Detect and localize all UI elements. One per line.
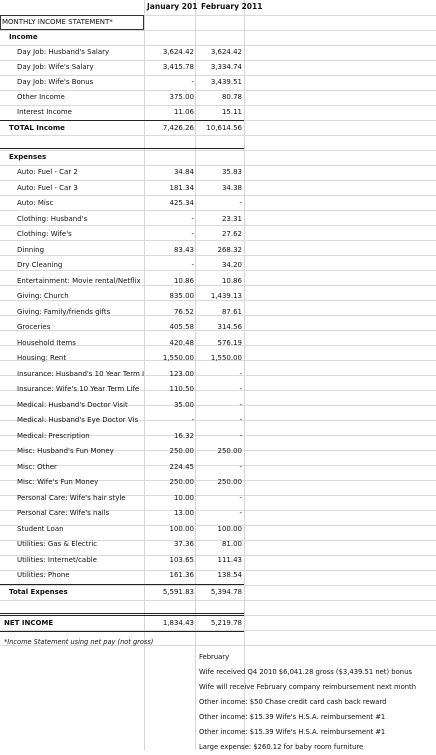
expenses-total-row xyxy=(0,585,436,600)
expense-item-jan[interactable]: 1,550.00 xyxy=(162,354,194,362)
expense-item-row xyxy=(0,568,436,583)
income-item-row xyxy=(0,60,436,75)
expense-item-label[interactable]: Entertainment: Movie rental/Netflix xyxy=(17,276,141,285)
expense-item-label[interactable]: Dry Cleaning xyxy=(17,261,63,269)
expense-item-jan[interactable]: 83.43 xyxy=(173,245,194,254)
expenses-top-rule xyxy=(0,148,244,149)
expense-item-jan[interactable]: 16.32 xyxy=(173,431,194,440)
expense-item-row xyxy=(0,398,436,413)
expense-item-label[interactable]: Personal Care: Wife's hair style xyxy=(17,493,126,502)
notes-heading[interactable]: February xyxy=(199,653,230,661)
expenses-heading-row xyxy=(0,150,436,165)
expense-item-row xyxy=(0,165,436,180)
expense-item-jan[interactable]: 250.00 xyxy=(169,478,194,486)
expense-item-jan[interactable]: 181.34 xyxy=(169,183,194,192)
income-item-label[interactable]: Day Job: Wife's Salary xyxy=(17,63,94,71)
expense-item-label[interactable]: Auto: Fuel - Car 2 xyxy=(17,168,78,176)
net-income-feb[interactable]: 5,219.78 xyxy=(210,619,242,627)
expense-item-row xyxy=(0,382,436,397)
net-income-bottom-rule xyxy=(0,631,244,632)
total-expenses-feb[interactable]: 5,394.78 xyxy=(210,588,242,596)
expense-item-feb[interactable]: - xyxy=(239,369,242,378)
expense-item-row xyxy=(0,289,436,304)
income-item-label[interactable]: Day Job: Wife's Bonus xyxy=(17,78,94,86)
income-item-label[interactable]: Interest Income xyxy=(17,108,72,116)
income-item-feb[interactable]: 3,624.42 xyxy=(210,48,242,56)
expense-item-feb[interactable]: 250.00 xyxy=(217,478,242,486)
net-income-top-rule xyxy=(0,613,244,614)
expense-item-feb[interactable]: - xyxy=(239,400,242,409)
income-item-row xyxy=(0,45,436,60)
income-item-row xyxy=(0,75,436,90)
expense-item-row xyxy=(0,336,436,351)
expense-item-label[interactable]: Giving: Church xyxy=(17,292,69,300)
expense-item-feb[interactable]: 576.19 xyxy=(217,338,242,347)
expense-item-label[interactable]: Household Items xyxy=(17,338,76,347)
expense-item-feb[interactable]: - xyxy=(239,199,242,207)
expense-item-jan[interactable]: - xyxy=(191,230,194,238)
expense-item-feb[interactable]: 10.86 xyxy=(221,276,242,285)
expense-item-row xyxy=(0,553,436,568)
expense-item-jan[interactable]: 37.36 xyxy=(173,540,194,548)
expense-item-feb[interactable]: 268.32 xyxy=(217,245,242,254)
expense-item-feb[interactable]: 1,439.13 xyxy=(210,292,242,300)
total-expenses-label[interactable]: Total Expenses xyxy=(9,588,68,596)
expense-item-feb[interactable]: 100.00 xyxy=(217,524,242,533)
expense-item-label[interactable]: Auto: Misc xyxy=(17,199,54,207)
expense-item-feb[interactable]: - xyxy=(239,493,242,502)
expense-item-row xyxy=(0,212,436,227)
expense-item-label[interactable]: Medical: Prescription xyxy=(17,431,90,440)
income-item-label[interactable]: Day Job: Husband's Salary xyxy=(17,48,110,56)
expense-item-jan[interactable]: 420.48 xyxy=(169,338,194,347)
total-income-label[interactable]: TOTAL Income xyxy=(9,124,65,132)
expense-item-jan[interactable]: 10.00 xyxy=(173,493,194,502)
expense-item-jan[interactable]: 250.00 xyxy=(169,447,194,455)
income-item-jan[interactable]: 11.06 xyxy=(173,108,194,116)
expense-item-feb[interactable]: - xyxy=(239,416,242,424)
expense-item-jan[interactable]: 100.00 xyxy=(169,524,194,533)
expense-item-feb[interactable]: 1,550.00 xyxy=(210,354,242,362)
expense-item-jan[interactable]: 161.36 xyxy=(169,571,194,579)
expense-item-label[interactable]: Auto: Fuel - Car 3 xyxy=(17,183,78,192)
income-item-jan[interactable]: 3,415.78 xyxy=(162,63,194,71)
expense-item-jan[interactable]: 13.00 xyxy=(173,509,194,517)
expense-item-label[interactable]: Medical: Husband's Doctor Visit xyxy=(17,400,128,409)
expense-item-label[interactable]: Misc: Wife's Fun Money xyxy=(17,478,99,486)
expense-item-jan[interactable]: 34.84 xyxy=(173,168,194,176)
income-item-feb[interactable]: 3,439.51 xyxy=(210,78,242,86)
expense-item-feb[interactable]: - xyxy=(239,462,242,471)
expense-item-jan[interactable]: 224.45 xyxy=(169,462,194,471)
column-header-january[interactable]: January 201 xyxy=(147,2,198,11)
total-expenses-jan[interactable]: 5,591.83 xyxy=(162,588,194,596)
income-heading-row xyxy=(0,30,436,45)
income-total-row xyxy=(0,121,436,136)
expense-item-jan[interactable]: 405.58 xyxy=(169,323,194,331)
income-item-row xyxy=(0,105,436,120)
expense-item-label[interactable]: Medical: Husband's Eye Doctor Vis xyxy=(17,416,139,424)
note-line[interactable]: Wife received Q4 2010 $6,041.28 gross ($3,439.51 net) bonus xyxy=(199,668,412,676)
expense-item-row xyxy=(0,305,436,320)
expense-item-row xyxy=(0,506,436,521)
expense-item-jan[interactable]: 35.00 xyxy=(173,400,194,409)
expense-item-row xyxy=(0,196,436,211)
income-item-row xyxy=(0,90,436,105)
income-item-jan[interactable]: 3,624.42 xyxy=(162,48,194,56)
expense-item-label[interactable]: Personal Care: Wife's nails xyxy=(17,509,110,517)
expense-item-jan[interactable]: - xyxy=(191,416,194,424)
expense-item-row xyxy=(0,522,436,537)
expenses-heading[interactable]: Expenses xyxy=(9,153,47,161)
expense-item-label[interactable]: Giving: Family/friends gifts xyxy=(17,307,111,316)
net-income-jan[interactable]: 1,834.43 xyxy=(162,619,194,627)
expense-item-jan[interactable]: - xyxy=(191,261,194,269)
expense-item-feb[interactable]: 23.31 xyxy=(221,214,242,223)
expense-item-row xyxy=(0,367,436,382)
column-header-february[interactable]: February 2011 xyxy=(201,2,263,11)
expense-item-label[interactable]: Utilities: Phone xyxy=(17,571,70,579)
note-line[interactable]: Other income: $50 Chase credit card cash back reward xyxy=(199,698,387,706)
expense-item-jan[interactable]: 425.34 xyxy=(169,199,194,207)
income-item-feb[interactable]: 15.11 xyxy=(221,108,242,116)
expense-item-label[interactable]: Misc: Husband's Fun Money xyxy=(17,447,114,455)
expense-item-feb[interactable]: - xyxy=(239,431,242,440)
expense-item-row xyxy=(0,460,436,475)
expense-item-label[interactable]: Groceries xyxy=(17,323,51,331)
expense-item-row xyxy=(0,274,436,289)
expense-item-feb[interactable]: 138.54 xyxy=(217,571,242,579)
expense-item-feb[interactable]: 35.83 xyxy=(221,168,242,176)
expense-item-feb[interactable]: 250.00 xyxy=(217,447,242,455)
expense-item-jan[interactable]: 110.50 xyxy=(169,385,194,393)
expense-item-row xyxy=(0,351,436,366)
total-income-jan[interactable]: 7,426.26 xyxy=(162,124,194,132)
expense-item-feb[interactable]: - xyxy=(239,385,242,393)
expense-item-row xyxy=(0,413,436,428)
net-income-label[interactable]: NET INCOME xyxy=(4,619,54,627)
note-line[interactable]: Wife will receive February company reimbursement next month xyxy=(199,683,417,691)
expense-item-jan[interactable]: - xyxy=(191,214,194,223)
expense-item-label[interactable]: Misc: Other xyxy=(17,462,57,471)
income-item-label[interactable]: Other Income xyxy=(17,93,65,101)
income-item-feb[interactable]: 80.78 xyxy=(221,93,242,101)
expense-item-feb[interactable]: 27.62 xyxy=(221,230,242,238)
expense-item-row xyxy=(0,243,436,258)
expense-item-row xyxy=(0,475,436,490)
expense-item-label[interactable]: Utilities: Gas & Electric xyxy=(17,540,98,548)
expense-item-row xyxy=(0,537,436,552)
sheet-title[interactable]: MONTHLY INCOME STATEMENT* xyxy=(2,18,113,26)
income-item-jan[interactable]: 375.00 xyxy=(169,93,194,101)
net-income-row xyxy=(0,616,436,631)
expense-item-label[interactable]: Housing: Rent xyxy=(17,354,67,362)
expense-item-label[interactable]: Insurance: Husband's 10 Year Term I xyxy=(17,369,144,378)
note-line[interactable]: Other income: $15.39 Wife's H.S.A. reimbursement #1 xyxy=(199,713,386,721)
expense-item-row xyxy=(0,320,436,335)
total-income-feb[interactable]: 10,614.56 xyxy=(206,124,242,132)
expense-item-feb[interactable]: - xyxy=(239,509,242,517)
expense-item-feb[interactable]: 111.43 xyxy=(217,555,242,564)
expense-item-label[interactable]: Student Loan xyxy=(17,524,64,533)
expense-item-row xyxy=(0,444,436,459)
expense-item-jan[interactable]: 10.86 xyxy=(173,276,194,285)
expense-item-feb[interactable]: 314.56 xyxy=(217,323,242,331)
expense-item-jan[interactable]: 103.65 xyxy=(169,555,194,564)
income-item-jan[interactable]: - xyxy=(191,78,194,86)
expense-item-label[interactable]: Dinning xyxy=(17,245,45,254)
title-row xyxy=(0,15,436,30)
footnote[interactable]: *Income Statement using net pay (not gross) xyxy=(4,638,154,646)
expense-item-label[interactable]: Utilities: Internet/cable xyxy=(17,555,97,564)
grid-row-line xyxy=(0,600,436,601)
expense-item-row xyxy=(0,429,436,444)
expense-item-jan[interactable]: 123.00 xyxy=(169,369,194,378)
expense-item-row xyxy=(0,491,436,506)
expense-item-label[interactable]: Clothing: Wife's xyxy=(17,230,72,238)
expense-item-row xyxy=(0,181,436,196)
expense-item-row xyxy=(0,227,436,242)
expense-item-label[interactable]: Clothing: Husband's xyxy=(17,214,88,223)
expense-item-jan[interactable]: 835.00 xyxy=(169,292,194,300)
expense-item-feb[interactable]: 34.38 xyxy=(221,183,242,192)
income-item-feb[interactable]: 3,334.74 xyxy=(210,63,242,71)
income-heading[interactable]: Income xyxy=(9,33,38,41)
expense-item-feb[interactable]: 87.61 xyxy=(221,307,242,316)
expense-item-row xyxy=(0,258,436,273)
expense-item-jan[interactable]: 76.52 xyxy=(173,307,194,316)
expense-item-feb[interactable]: 34.20 xyxy=(221,261,242,269)
expense-item-feb[interactable]: 81.00 xyxy=(221,540,242,548)
expense-item-label[interactable]: Insurance: Wife's 10 Year Term Life xyxy=(17,385,140,393)
note-line[interactable]: Large expense: $260.12 for baby room furniture xyxy=(199,743,364,751)
note-line[interactable]: Other income: $15.39 Wife's H.S.A. reimbursement #1 xyxy=(199,728,386,736)
